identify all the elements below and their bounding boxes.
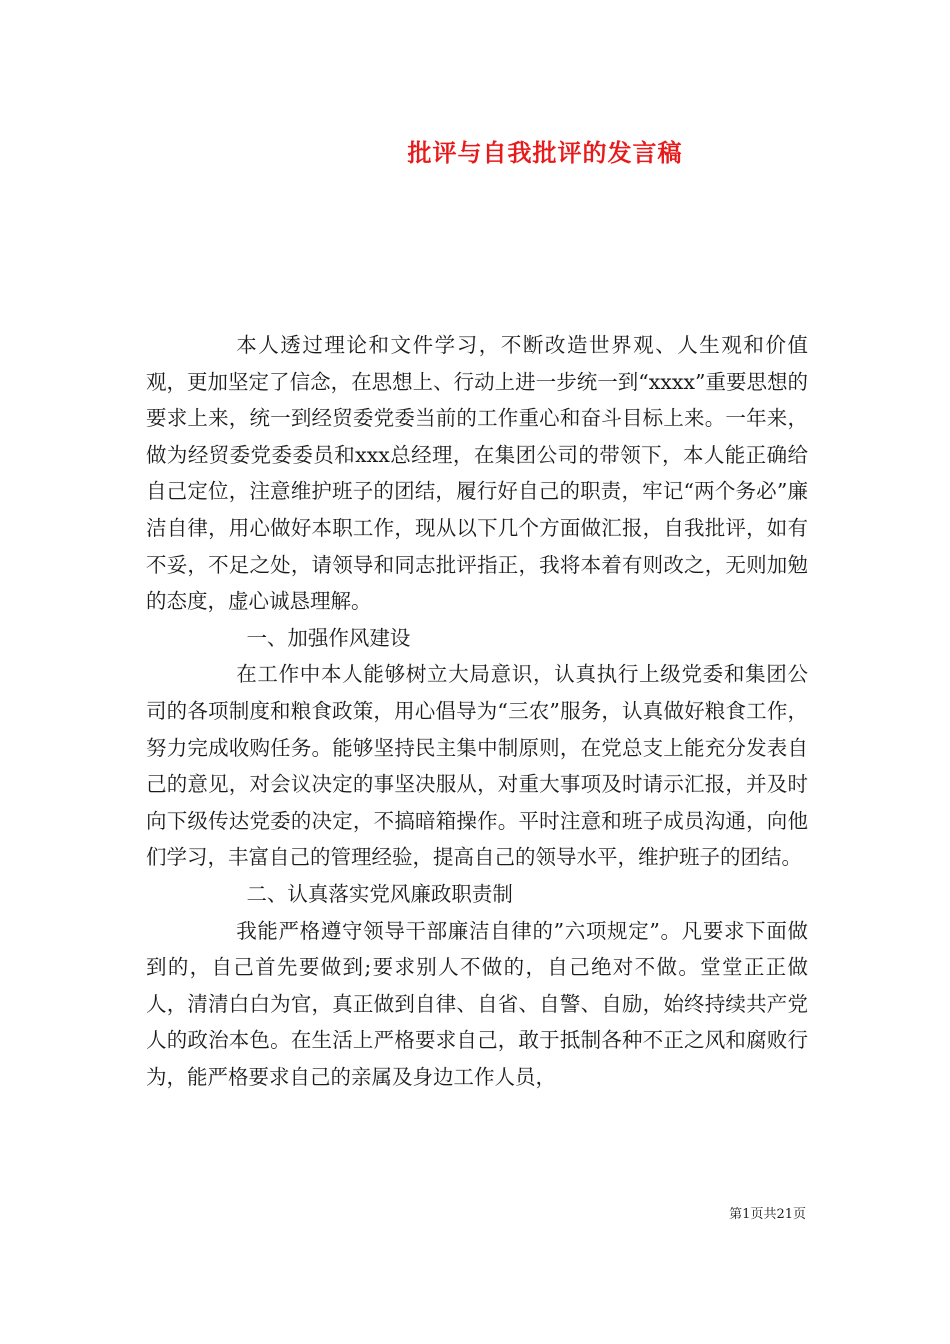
paragraph-section-1: 在工作中本人能够树立大局意识，认真执行上级党委和集团公司的各项制度和粮食政策，用心倡导为“三农”服务，认真做好粮食工作，努力完成收购任务。能够坚持民主集中制原则，在党总支上能充分发表自己的意见，对会议决定的事坚决服从，对重大事项及时请示汇报，并及时向下级传达党委的决定，不搞暗箱操作。平时注意和班子成员沟通，向他们学习，丰富自己的管理经验，提高自己的领导水平，维护班子的团结。 <box>146 662 808 870</box>
document-title: 批评与自我批评的发言稿 <box>407 139 683 167</box>
section-heading-1: 一、加强作风建设 <box>246 625 411 650</box>
section-heading-2: 二、认真落实党风廉政职责制 <box>246 881 513 906</box>
document-body <box>146 327 808 1095</box>
page-number: 第1页共21页 <box>729 1207 806 1222</box>
paragraph-intro: 本人透过理论和文件学习，不断改造世界观、人生观和价值观，更加坚定了信念，在思想上、行动上进一步统一到“xxxx”重要思想的要求上来，统一到经贸委党委当前的工作重心和奋斗目标上来。一年来，做为经贸委党委委员和xxx总经理，在集团公司的带领下，本人能正确给自己定位，注意维护班子的团结，履行好自己的职责，牢记“两个务必”廉洁自律，用心做好本职工作，现从以下几个方面做汇报，自我批评，如有不妥，不足之处，请领导和同志批评指正，我将本着有则改之，无则加勉的态度，虚心诚恳理解。 <box>146 333 808 614</box>
paragraph-section-2: 我能严格遵守领导干部廉洁自律的”六项规定”。凡要求下面做到的，自己首先要做到;要求别人不做的，自己绝对不做。堂堂正正做人，清清白白为官，真正做到自律、自省、自警、自励，始终持续共产党人的政治本色。在生活上严格要求自己，敢于抵制各种不正之风和腐败行为，能严格要求自己的亲属及身边工作人员， <box>146 918 808 1089</box>
